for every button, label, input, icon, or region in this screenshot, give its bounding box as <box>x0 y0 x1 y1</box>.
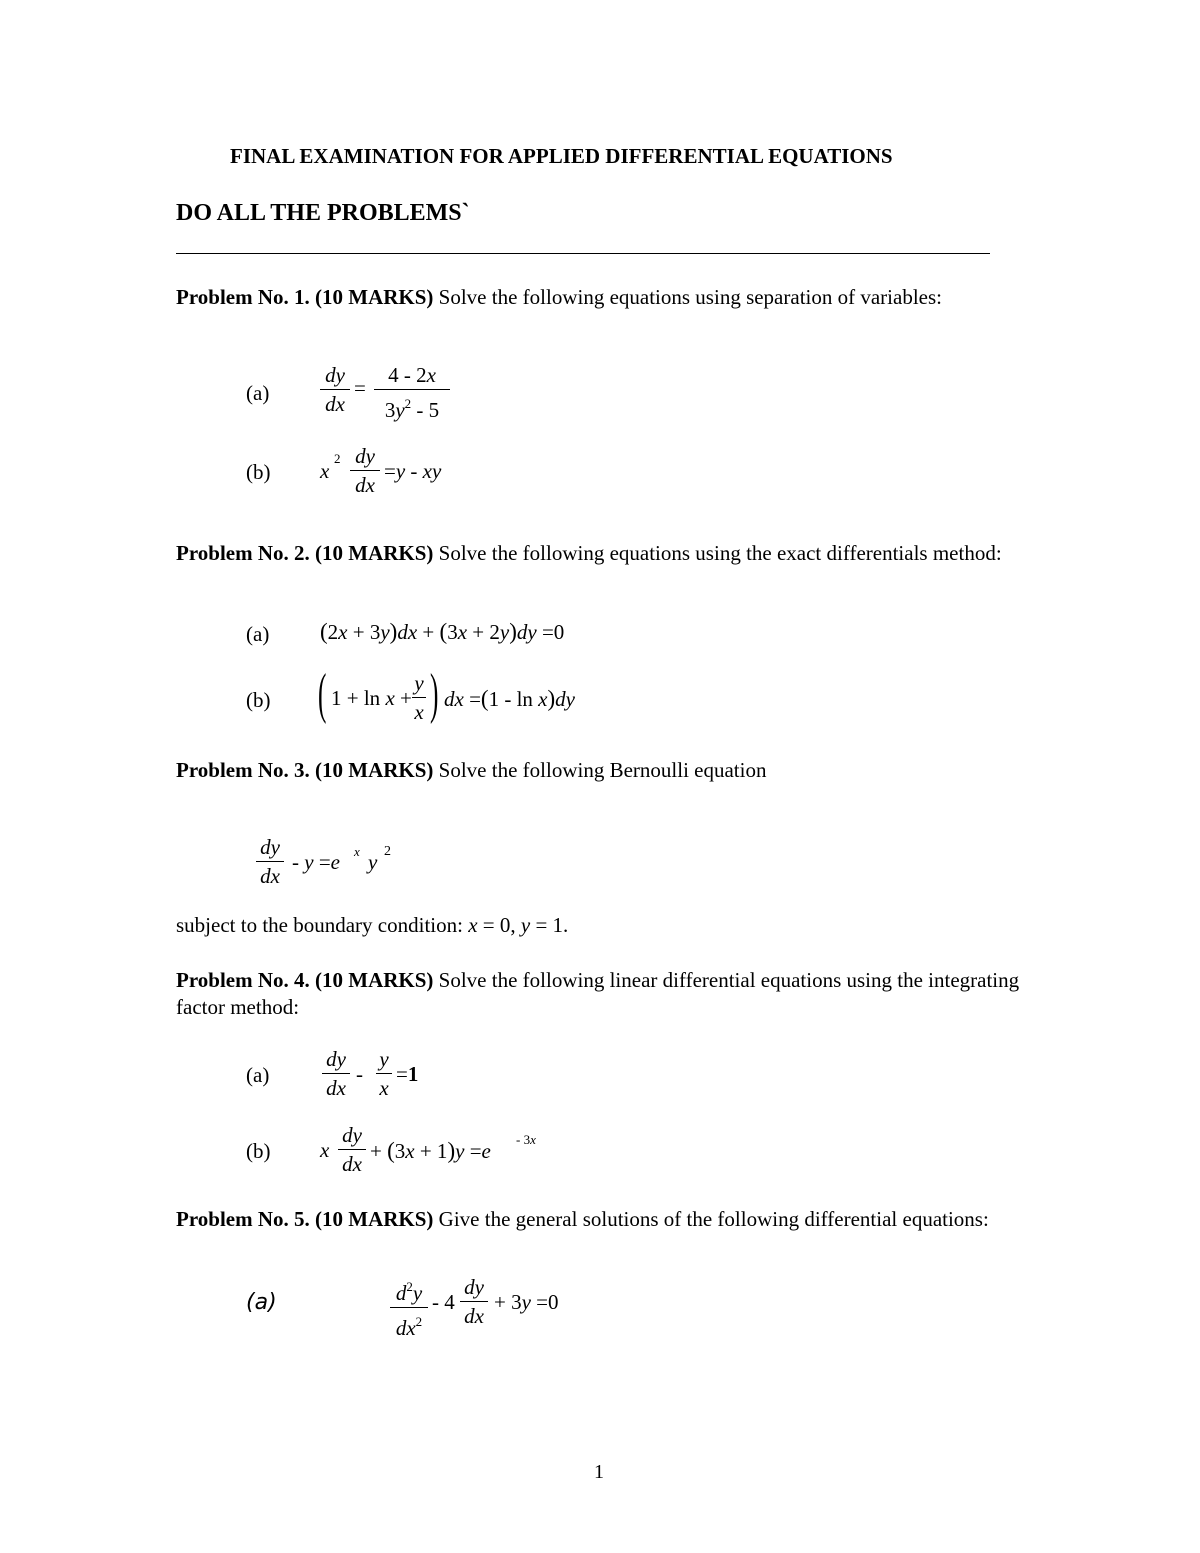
page-number: 1 <box>594 1461 604 1483</box>
problem-1a-equation: dy dx = 4 - 2x $3y^2 - 5$ <box>320 362 460 422</box>
problem-3-condition-values: x = 0, y = 1. <box>468 913 569 937</box>
header-divider <box>176 253 990 254</box>
problem-5-text: Give the general solutions of the following differential equations: <box>438 1207 989 1231</box>
problem-2a-label: (a) <box>246 622 270 646</box>
problem-4-text: Solve the following linear differential equations using the integrating factor method: <box>176 968 1020 1019</box>
problem-4a-label: (a) <box>246 1063 270 1087</box>
problem-3-boundary-condition <box>176 912 1026 939</box>
problem-2-statement <box>176 540 1026 567</box>
problem-4a-equation: dy dx - y x =1 <box>322 1046 462 1106</box>
problem-3-marks: (10 MARKS) <box>315 758 434 782</box>
problem-5-marks: (10 MARKS) <box>315 1207 434 1231</box>
problem-1-marks: (10 MARKS) <box>315 285 434 309</box>
instructions-heading: DO ALL THE PROBLEMS` <box>176 200 470 226</box>
problem-1-text: Solve the following equations using separation of variables: <box>438 285 942 309</box>
problem-5-statement <box>176 1206 1024 1233</box>
problem-1-statement <box>176 284 1026 311</box>
problem-2-text: Solve the following equations using the exact differentials method: <box>438 541 1002 565</box>
problem-5-heading: Problem No. 5. <box>176 1207 310 1231</box>
problem-3-condition-text: subject to the boundary condition: <box>176 913 463 937</box>
problem-4-marks: (10 MARKS) <box>315 968 434 992</box>
problem-1-heading: Problem No. 1. <box>176 285 310 309</box>
problem-4b-label: (b) <box>246 1139 271 1163</box>
problem-5a-label: (a) <box>246 1290 277 1315</box>
problem-2-marks: (10 MARKS) <box>315 541 434 565</box>
problem-2b-equation: ( 1 + ln x + y x ) dx =(1 - ln x)dy <box>318 663 575 725</box>
problem-3-text: Solve the following Bernoulli equation <box>438 758 767 782</box>
problem-1b-label: (b) <box>246 460 271 484</box>
problem-2b-label: (b) <box>246 688 271 712</box>
problem-1a-label: (a) <box>246 381 270 405</box>
problem-1b-equation: x 2 dy dx =y - xy <box>320 444 442 497</box>
problem-2-heading: Problem No. 2. <box>176 541 310 565</box>
problem-4-heading: Problem No. 4. <box>176 968 310 992</box>
problem-3-heading: Problem No. 3. <box>176 758 310 782</box>
problem-2a-equation: (2x + 3y)dx + (3x + 2y)dy =0 <box>320 619 565 644</box>
problem-4-statement <box>176 967 1026 1021</box>
problem-5a-equation: $d^2y$ $dx^2$ - 4 dy dx + 3y =0 <box>390 1274 610 1338</box>
exam-title: FINAL EXAMINATION FOR APPLIED DIFFERENTIAL EQUATIONS <box>230 144 893 168</box>
problem-3-equation: dy dx - y =e x y 2 <box>256 834 456 894</box>
problem-4b-equation: x dy dx + (3x + 1)y =e - 3x <box>320 1123 536 1176</box>
problem-3-statement <box>176 757 1026 784</box>
